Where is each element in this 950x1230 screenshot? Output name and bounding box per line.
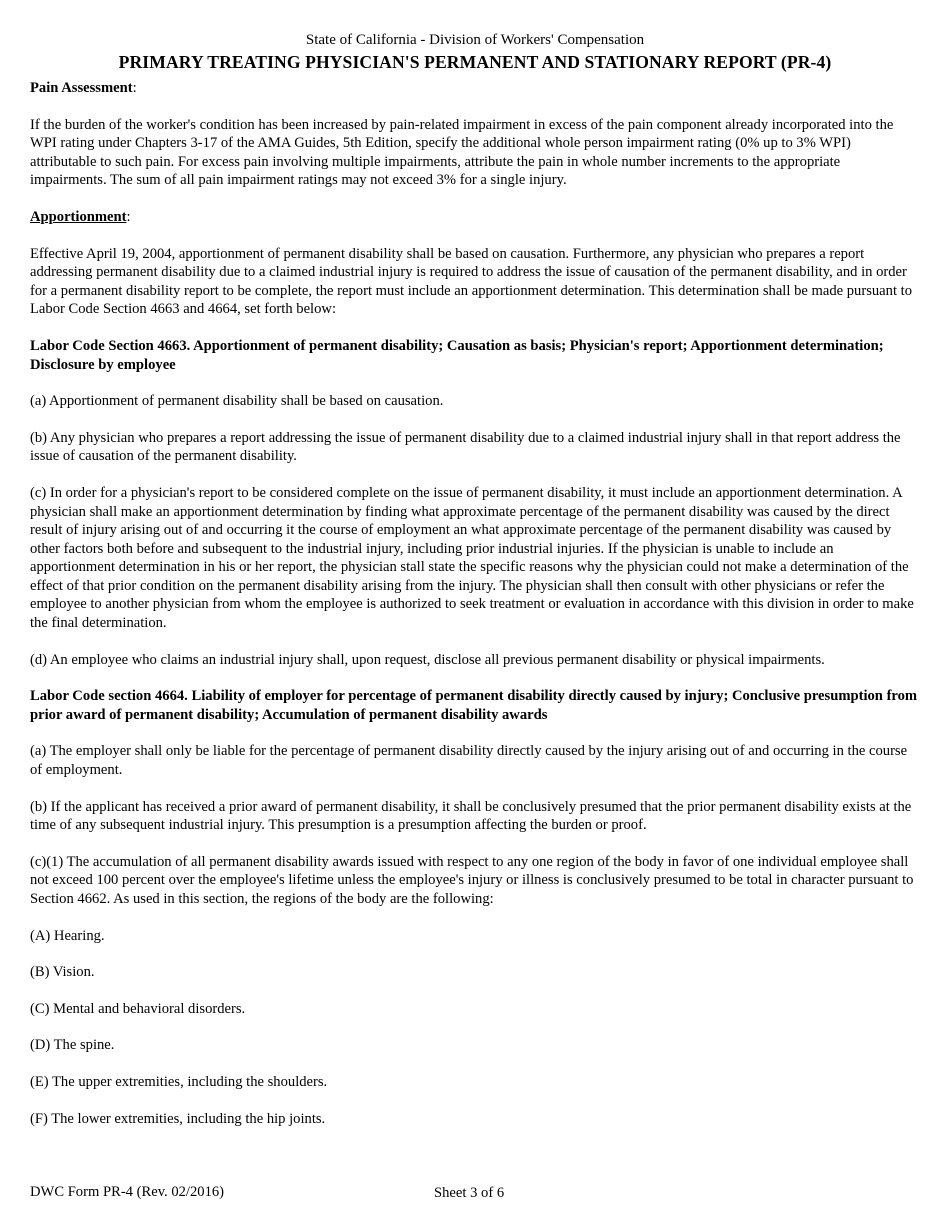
apportionment-heading: Apportionment: [30, 208, 127, 225]
region-item: (B) Vision.: [30, 964, 95, 981]
region-item: (E) The upper extremities, including the shoulders.: [30, 1073, 328, 1090]
form-id: DWC Form PR-4 (Rev. 02/2016): [30, 1184, 225, 1200]
pain-heading-line: Pain Assessment:: [30, 80, 137, 96]
region-item: (C) Mental and behavioral disorders.: [30, 1000, 246, 1017]
region-item: (F) The lower extremities, including the hip joints.: [30, 1110, 326, 1127]
section-4663-a: (a) Apportionment of permanent disability shall be based on causation.: [30, 393, 444, 410]
sheet-number: Sheet 3 of 6: [434, 1185, 505, 1201]
page-title: PRIMARY TREATING PHYSICIAN'S PERMANENT AND STATIONARY REPORT (PR-4): [118, 52, 832, 72]
section-4664-b: (b) If the applicant has received a prior award of permanent disability, it shall be conclusively presumed that the prior permanent disability exists at the time of any subsequent industrial injury. This presumption is a presumption affecting the burden or proof.: [30, 798, 912, 834]
section-4664-heading: Labor Code section 4664. Liability of employer for percentage of permanent disability directly caused by injury; Conclusive presumption from prior award of permanent disability; Accumulation of permanent disability awards: [30, 688, 918, 723]
section-4663-b: (b) Any physician who prepares a report addressing the issue of permanent disability due to a claimed industrial injury shall in that report address the issue of causation of the permanent disability.: [30, 429, 901, 465]
apportionment-intro: Effective April 19, 2004, apportionment of permanent disability shall be based on causation. Furthermore, any physician who prepares a report addressing permanent disability due to a claimed industrial injury is required to address the issue of causation of the permanent disability, and in order for a permanent disability report to be complete, the report must include an apportionment determination. This determination shall be made pursuant to Labor Code Section 4663 and 4664, set forth below:: [30, 245, 913, 318]
section-4663-d: (d) An employee who claims an industrial injury shall, upon request, disclose all previous permanent disability or physical impairments.: [30, 651, 825, 668]
pain-heading: Pain Assessment: [30, 80, 133, 96]
section-4664-a: (a) The employer shall only be liable for the percentage of permanent disability directly caused by the injury arising out of and occurring in the course of employment.: [30, 743, 908, 779]
section-4663-c: (c) In order for a physician's report to be considered complete on the issue of permanent disability, it must include an apportionment determination. A physician shall make an apportionment determination by finding what approximate percentage of the permanent disability was caused by the direct result of injury arising out of and occurring it the course of employment an what approximate percentage of the permanent disability was caused by other factors both before and subsequent to the industrial injury, including prior industrial injuries. If the physician is unable to include an apportionment determination in his or her report, the physician stall state the specific reasons why the physician could not make a determination of the effect of that prior condition on the permanent disability arising from the injury. The physician shall then consult with other physicians or refer the employee to another physician from whom the employee is authorized to seek treatment or evaluation in accordance with this division in order to make the final determination.: [30, 484, 914, 632]
pain-paragraph: If the burden of the worker's condition has been increased by pain-related impairment in excess of the pain component already incorporated into the WPI rating under Chapters 3-17 of the AMA Guides, 5th Edition, specify the additional whole person impairment rating (0% up to 3% WPI) attributable to such pain. For excess pain involving multiple impairments, attribute the pain in whole number increments to the appropriate impairments. The sum of all pain impairment ratings may not exceed 3% for a single injury.: [30, 116, 894, 189]
region-item: (A) Hearing.: [30, 927, 105, 944]
region-item: (D) The spine.: [30, 1037, 115, 1054]
section-4664-c1: (c)(1) The accumulation of all permanent disability awards issued with respect to any one region of the body in favor of one individual employee shall not exceed 100 percent over the employee's lifetime unless the employee's injury or illness is conclusively presumed to be total in character pursuant to Section 4662. As used in this section, the regions of the body are the following:: [30, 853, 914, 907]
document-page: [30, 0, 920, 1128]
agency-header: State of California - Division of Workers' Compensation: [305, 32, 645, 48]
apportionment-heading-line: Apportionment:: [30, 208, 131, 225]
section-4663-heading: Labor Code Section 4663. Apportionment of permanent disability; Causation as basis; Physician's report; Apportionment determination; Disclosure by employee: [30, 337, 884, 373]
